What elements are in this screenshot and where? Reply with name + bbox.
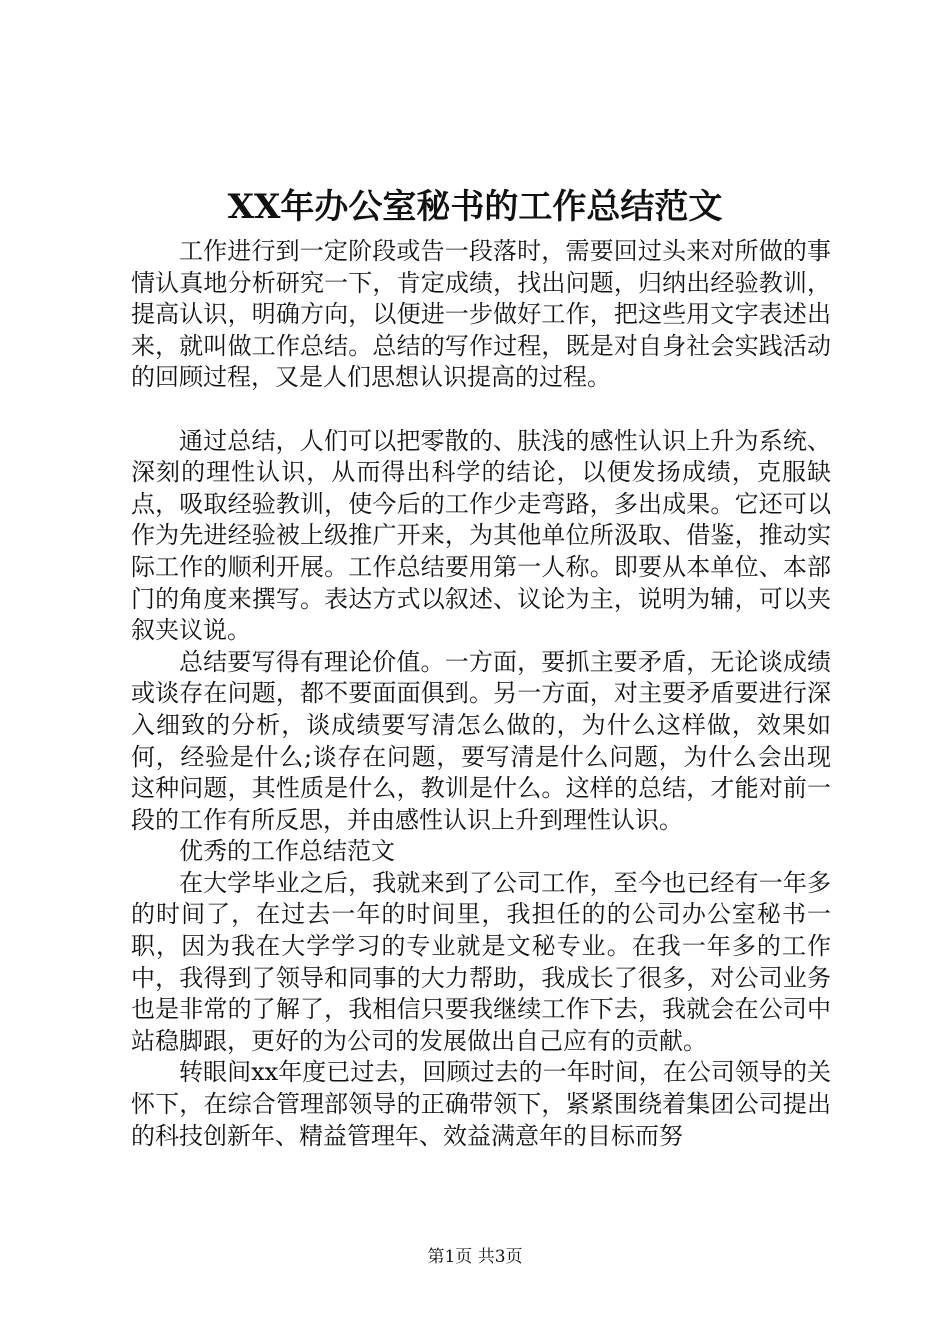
paragraph-purpose: 通过总结，人们可以把零散的、肤浅的感性认识上升为系统、深刻的理性认识，从而得出科学的结论，以便发扬成绩，克服缺点，吸取经验教训，使今后的工作少走弯路，多出成果。它还可以作为先进经验被上级推广开来，为其他单位所汲取、借鉴，推动实际工作的顺利开展。工作总结要用第一人称。即要从本单位、本部门的角度来撰写。表达方式以叙述、议论为主，说明为辅，可以夹叙夹议说。 <box>131 426 831 645</box>
page-footer: 第1页 共3页 <box>427 1247 523 1267</box>
paragraph-intro: 工作进行到一定阶段或告一段落时，需要回过头来对所做的事情认真地分析研究一下，肯定成绩，找出问题，归纳出经验教训，提高认识，明确方向，以便进一步做好工作，把这些用文字表述出来，就叫做工作总结。总结的写作过程，既是对自身社会实践活动的回顾过程，又是人们思想认识提高的过程。 <box>131 237 831 392</box>
paragraph-sample-2: 转眼间xx年度已过去，回顾过去的一年时间，在公司领导的关怀下，在综合管理部领导的正确带领下，紧紧围绕着集团公司提出的科技创新年、精益管理年、效益满意年的目标而努 <box>131 1058 831 1150</box>
document-body <box>131 236 831 1152</box>
section-heading: 优秀的工作总结范文 <box>179 837 395 866</box>
paragraph-theory-value: 总结要写得有理论价值。一方面，要抓主要矛盾，无论谈成绩或谈存在问题，都不要面面俱到。另一方面，对主要矛盾要进行深入细致的分析，谈成绩要写清怎么做的，为什么这样做，效果如何，经验是什么;谈存在问题，要写清是什么问题，为什么会出现这种问题，其性质是什么，教训是什么。这样的总结，才能对前一段的工作有所反思，并由感性认识上升到理性认识。 <box>131 647 831 834</box>
paragraph-sample-1: 在大学毕业之后，我就来到了公司工作，至今也已经有一年多的时间了，在过去一年的时间里，我担任的的公司办公室秘书一职，因为我在大学学习的专业就是文秘专业。在我一年多的工作中，我得到了领导和同事的大力帮助，我成长了很多，对公司业务也是非常的了解了，我相信只要我继续工作下去，我就会在公司中站稳脚跟，更好的为公司的发展做出自己应有的贡献。 <box>131 868 831 1055</box>
document-title: XX年办公室秘书的工作总结范文 <box>227 187 723 227</box>
